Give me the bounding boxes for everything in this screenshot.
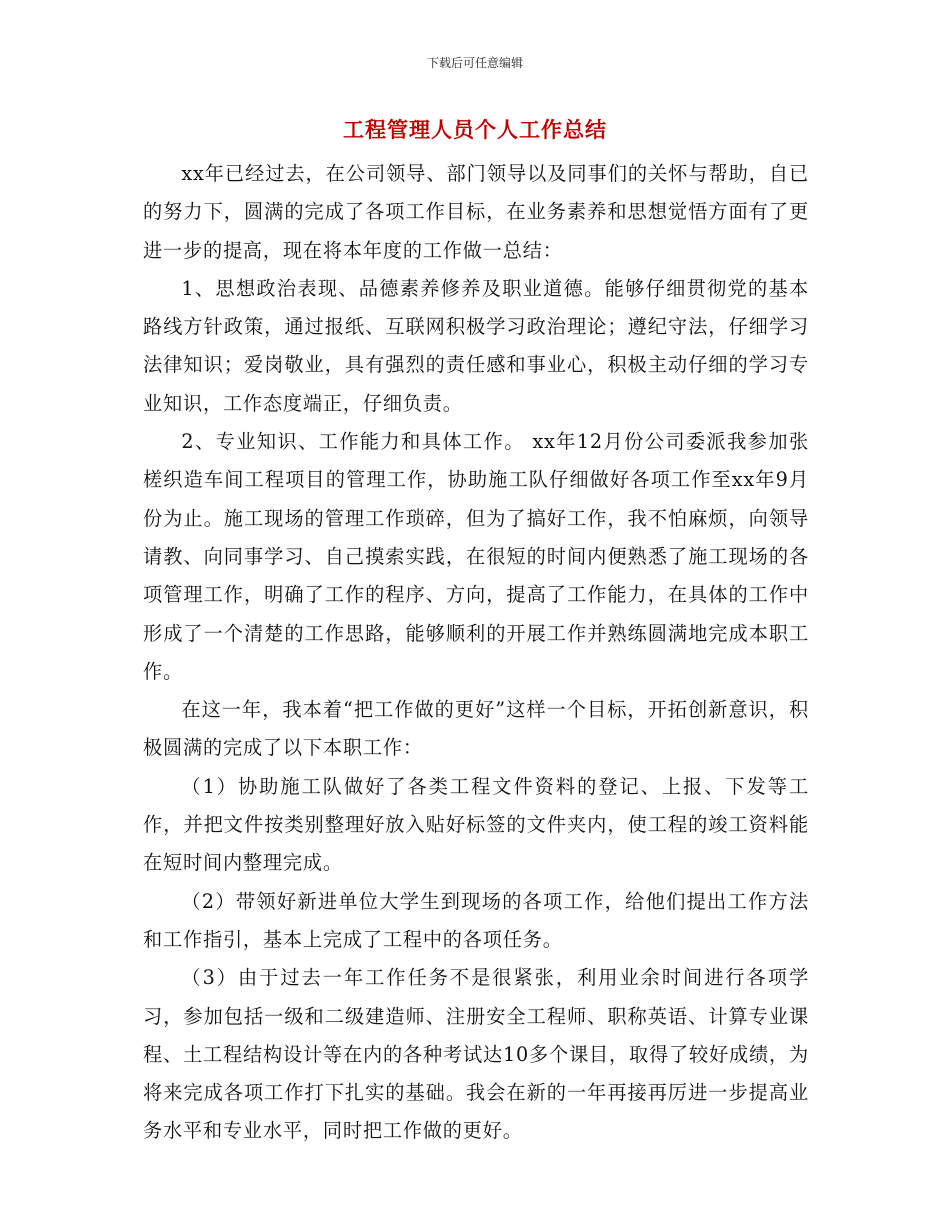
paragraph-item-1: （1）协助施工队做好了各类工程文件资料的登记、上报、下发等工作，并把文件按类别整理好放入贴好标签的文件夹内，使工程的竣工资料能在短时间内整理完成。	[143, 774, 809, 875]
paragraph-professional-work: 2、专业知识、工作能力和具体工作。 xx年12月份公司委派我参加张槎织造车间工程项目的管理工作，协助施工队仔细做好各项工作至xx年9月份为止。施工现场的管理工作琐碎，但为了搞好工作，我不怕麻烦，向领导请教、向同事学习、自己摸索实践，在很短的时间内便熟悉了施工现场的各项管理工作，明确了工作的程序、方向，提高了工作能力，在具体的工作中形成了一个清楚的工作思路，能够顺利的开展工作并熟练圆满地完成本职工作。	[143, 430, 809, 683]
paragraph-item-2: （2）带领好新进单位大学生到现场的各项工作，给他们提出工作方法和工作指引，基本上完成了工程中的各项任务。	[143, 889, 809, 951]
paragraph-political-conduct: 1、思想政治表现、品德素养修养及职业道德。能够仔细贯彻党的基本路线方针政策，通过报纸、互联网积极学习政治理论；遵纪守法，仔细学习法律知识；爱岗敬业，具有强烈的责任感和事业心，积极主动仔细的学习专业知识，工作态度端正，仔细负责。	[143, 276, 809, 415]
paragraph-intro: xx年已经过去，在公司领导、部门领导以及同事们的关怀与帮助，自已的努力下，圆满的完成了各项工作目标，在业务素养和思想觉悟方面有了更进一步的提高，现在将本年度的工作做一总结：	[143, 162, 809, 262]
document-body	[143, 155, 809, 1151]
document-title: 工程管理人员个人工作总结	[343, 118, 607, 142]
page-header-note: 下载后可任意编辑	[426, 56, 523, 70]
paragraph-year-goal: 在这一年，我本着“把工作做的更好”这样一个目标，开拓创新意识，积极圆满的完成了以下本职工作：	[143, 698, 809, 760]
paragraph-item-3: （3）由于过去一年工作任务不是很紧张，利用业余时间进行各项学习，参加包括一级和二级建造师、注册安全工程师、职称英语、计算专业课程、土工程结构设计等在内的各种考试达10多个课目，取得了较好成绩，为将来完成各项工作打下扎实的基础。我会在新的一年再接再厉进一步提高业务水平和专业水平，同时把工作做的更好。	[143, 966, 809, 1143]
